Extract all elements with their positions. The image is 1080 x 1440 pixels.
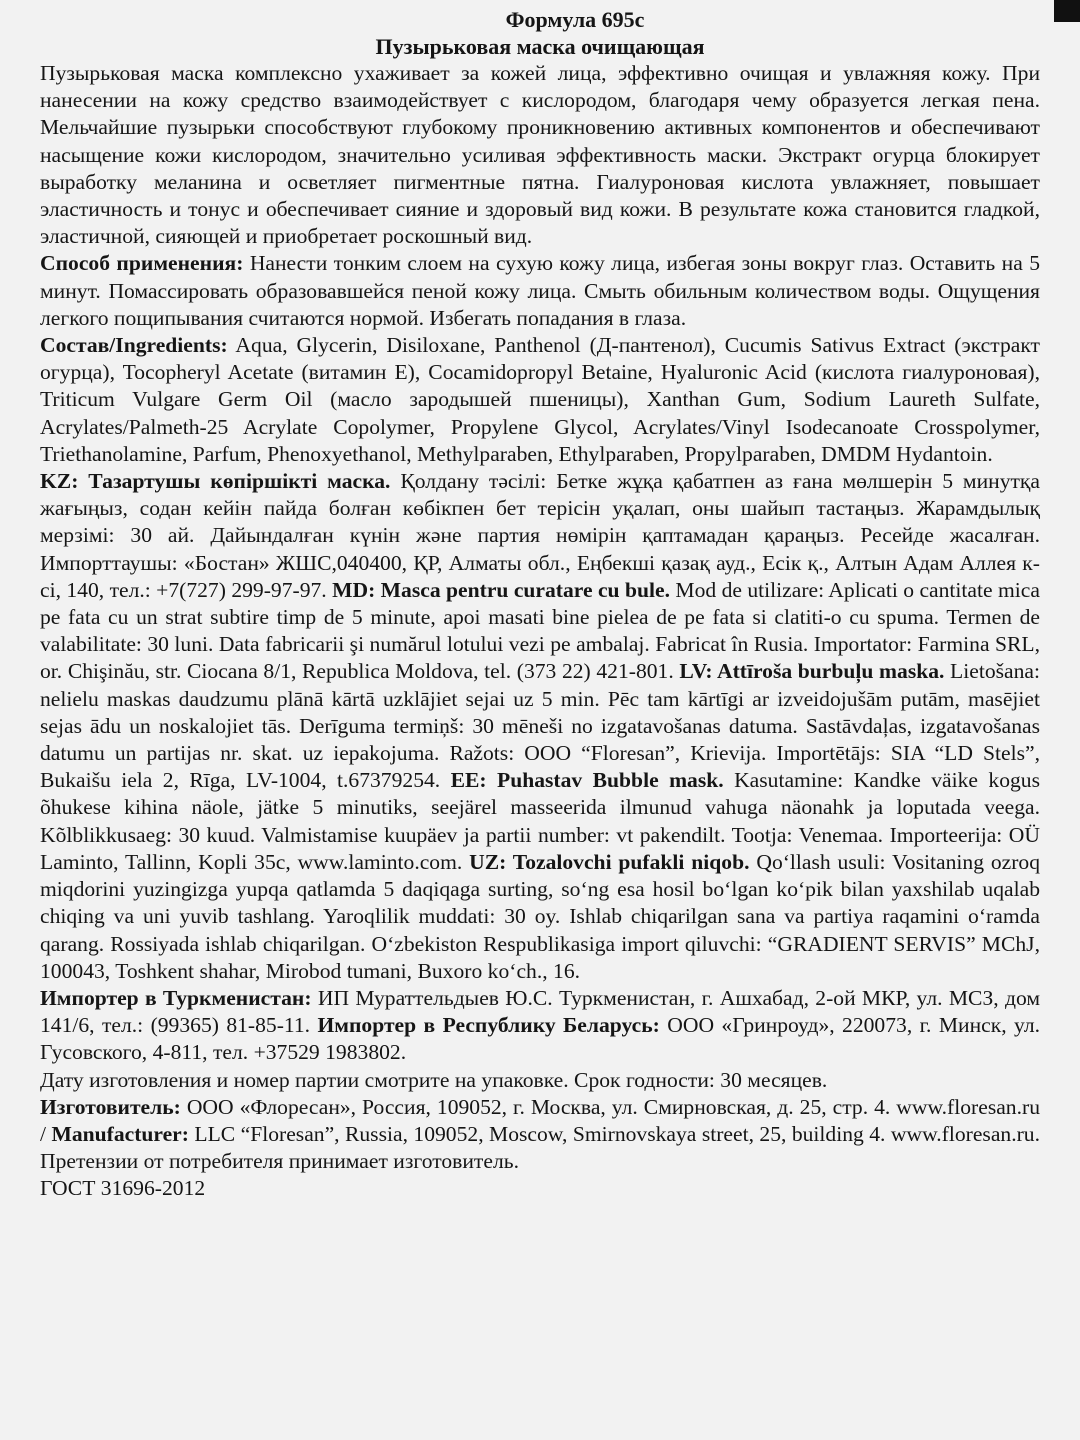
multilang-section: [40, 468, 1040, 985]
kz-label: KZ: Тазартушы көпіршікті маска.: [40, 469, 391, 494]
tm-importer-label: Импортер в Туркменистан:: [40, 985, 312, 1010]
usage-text: Нанести тонким слоем на сухую кожу лица, избегая зоны вокруг глаз. Оставить на 5 минут. Помассировать образовавшейся пеной кожу лица. Смыть обильным количеством воды. Ощущения легкого пощипывания считаются нормой. Избегать попадания в глаза.: [40, 251, 1040, 330]
md-text: Mod de utilizare: Aplicati o cantitate mica pe fata cu un strat subtire timp de 5 minute, apoi masati bine pielea de pe fata si clatiti-o cu spuma. Termen de valabilitate: 30 luni. Data fabricarii şi numărul lotului vezi pe ambalaj. Fabricat în Rusia. Importator: Farmina SRL, or. Chişinău, str. Ciocana 8/1, Republica Moldova, tel. (373 22) 421-801.: [40, 577, 1040, 684]
ingredients-label: Состав/Ingredients:: [40, 333, 228, 358]
manufacturer-text-ru: ООО «Флоресан», Россия, 109052, г. Москва, ул. Смирновская, д. 25, стр. 4. www.floresan.ru /: [40, 1094, 1040, 1146]
lv-text: Lietošana: nelielu maskas daudzumu plānā kārtā uzklājiet sejai uz 5 min. Pēc tam kārtīgi ar izveidojušām putām, masējiet sejas ādu un noskalojiet tās. Derīguma termiņš: 30 mēneši no izgatavošanas datuma. Sastāvdaļas, izgatavošanas datumu un partijas nr. skat. uz iepakojuma. Ražots: OOO “Floresan”, Krievija. Importētājs: SIA “LD Stels”, Bukaišu iela 2, Rīga, LV-1004, t.67379254.: [40, 659, 1040, 793]
tm-importer-text: ИП Мураттельдыев Ю.С. Туркменистан, г. Ашхабад, 2-ой МКР, ул. МСЗ, дом 141/6, тел.: (99365) 81-85-11.: [40, 985, 1040, 1038]
ee-text: Kasutamine: Kandke väike kogus õhukese kihina näole, jätke 5 minutiks, seejärel masseerida ilmunud vahuga näonahk ja loputada veega. Kõlblikkusaeg: 30 kuud. Valmistamise kuupäev ja partii number: vt pakendilt. Tootja: Venemaa. Importeerija: OÜ Laminto, Tallinn, Kopli 35c, www.laminto.com.: [40, 768, 1040, 874]
manufacturer-label-ru: Изготовитель:: [40, 1094, 181, 1119]
manufacturer-label-en: Manufacturer:: [51, 1121, 189, 1146]
usage-section: [40, 250, 1040, 332]
md-label: MD: Masca pentru curatare cu bule.: [332, 577, 670, 602]
ingredients-section: [40, 332, 1040, 468]
ee-label: EE: Puhastav Bubble mask.: [450, 768, 724, 793]
dark-corner: [1054, 0, 1080, 22]
uz-text: Qo‘llash usuli: Vositaning ozroq miqdorini yuzingizga yupqa qatlamda 5 daqiqaga surting, so‘ng esa hosil bo‘lgan ko‘pik bilan yaxshilab uqalab chiqing va uni yuvib tashlang. Yaroqlilik muddati: 30 oy. Ishlab chiqarilgan sana va partiya raqamini o‘ramda qarang. Rossiyada ishlab chiqarilgan. O‘zbekiston Respublikasiga import qiluvchi: “GRADIENT SERVIS” MChJ, 100043, Toshkent shahar, Mirobod tumani, Buxoro ko‘ch., 16.: [40, 849, 1040, 983]
gost-standard: ГОСТ 31696-2012: [40, 1176, 206, 1201]
kz-text: Қолдану тәсілі: Бетке жұқа қабатпен аз ғана мөлшерін 5 минутқа жағыңыз, содан кейін пайда болған көбікпен бет терісін уқалап, оны шайып тастаңыз. Жарамдылық мерзімі: 30 ай. Дайындалған күнін және партия нөмірін қаптамадан қараңыз. Ресейде жасалған. Импорттаушы: «Бостан» ЖШС,040400, ҚР, Алматы обл., Еңбекші қазақ ауд., Есік қ., Алтын Адам Аллея к-сі, 140, тел.: +7(727) 299-97-97.: [40, 469, 1040, 602]
description: Пузырьковая маска комплексно ухаживает за кожей лица, эффективно очищая и увлажняя кожу. При нанесении на кожу средство взаимодействует с кислородом, благодаря чему образуется легкая пена. Мельчайшие пузырьки способствуют глубокому проникновению активных компонентов и обеспечивают насыщение кожи кислородом, значительно усиливая эффективность маски. Экстракт огурца блокирует выработку меланина и осветляет пигментные пятна. Гиалуроновая кислота увлажняет, повышает эластичность и тонус и обеспечивает сияние и здоровый вид кожи. В результате кожа становится гладкой, эластичной, сияющей и приобретает роскошный вид.: [40, 61, 1040, 249]
label-text: [40, 6, 1040, 1203]
shelf-life: Дату изготовления и номер партии смотрите на упаковке. Срок годности: 30 месяцев.: [40, 1067, 828, 1092]
product-subtitle: Пузырьковая маска очищающая: [375, 34, 705, 59]
by-importer-text: ООО «Гринроуд», 220073, г. Минск, ул. Гусовского, 4-811, тел. +37529 1983802.: [40, 1013, 1041, 1065]
importers-section: [40, 985, 1040, 1067]
lv-label: LV: Attīroša burbuļu maska.: [679, 659, 945, 684]
manufacturer-text-en: LLC “Floresan”, Russia, 109052, Moscow, Smirnovskaya street, 25, building 4. www.floresan.ru. Претензии от потребителя принимает изготовитель.: [40, 1121, 1040, 1174]
usage-label: Способ применения:: [40, 251, 244, 276]
ingredients-text: Aqua, Glycerin, Disiloxane, Panthenol (Д-пантенол), Cucumis Sativus Extract (экстракт огурца), Tocopheryl Acetate (витамин Е), Cocamidopropyl Betaine, Hyaluronic Acid (кислота гиалуроновая), Triticum Vulgare Germ Oil (масло зародышей пшеницы), Xanthan Gum, Sodium Laureth Sulfate, Acrylates/Palmeth-25 Acrylate Copolymer, Propylene Glycol, Acrylates/Vinyl Isodecanoate Crosspolymer, Triethanolamine, Parfum, Phenoxyethanol, Methylparaben, Ethylparaben, Propylparaben, DMDM Hydantoin.: [40, 333, 1040, 466]
product-title: Формула 695с: [505, 7, 645, 32]
uz-label: UZ: Tozalovchi pufakli niqob.: [469, 849, 750, 874]
manufacturer-section: [40, 1094, 1040, 1176]
by-importer-label: Импортер в Республику Беларусь:: [317, 1013, 660, 1038]
